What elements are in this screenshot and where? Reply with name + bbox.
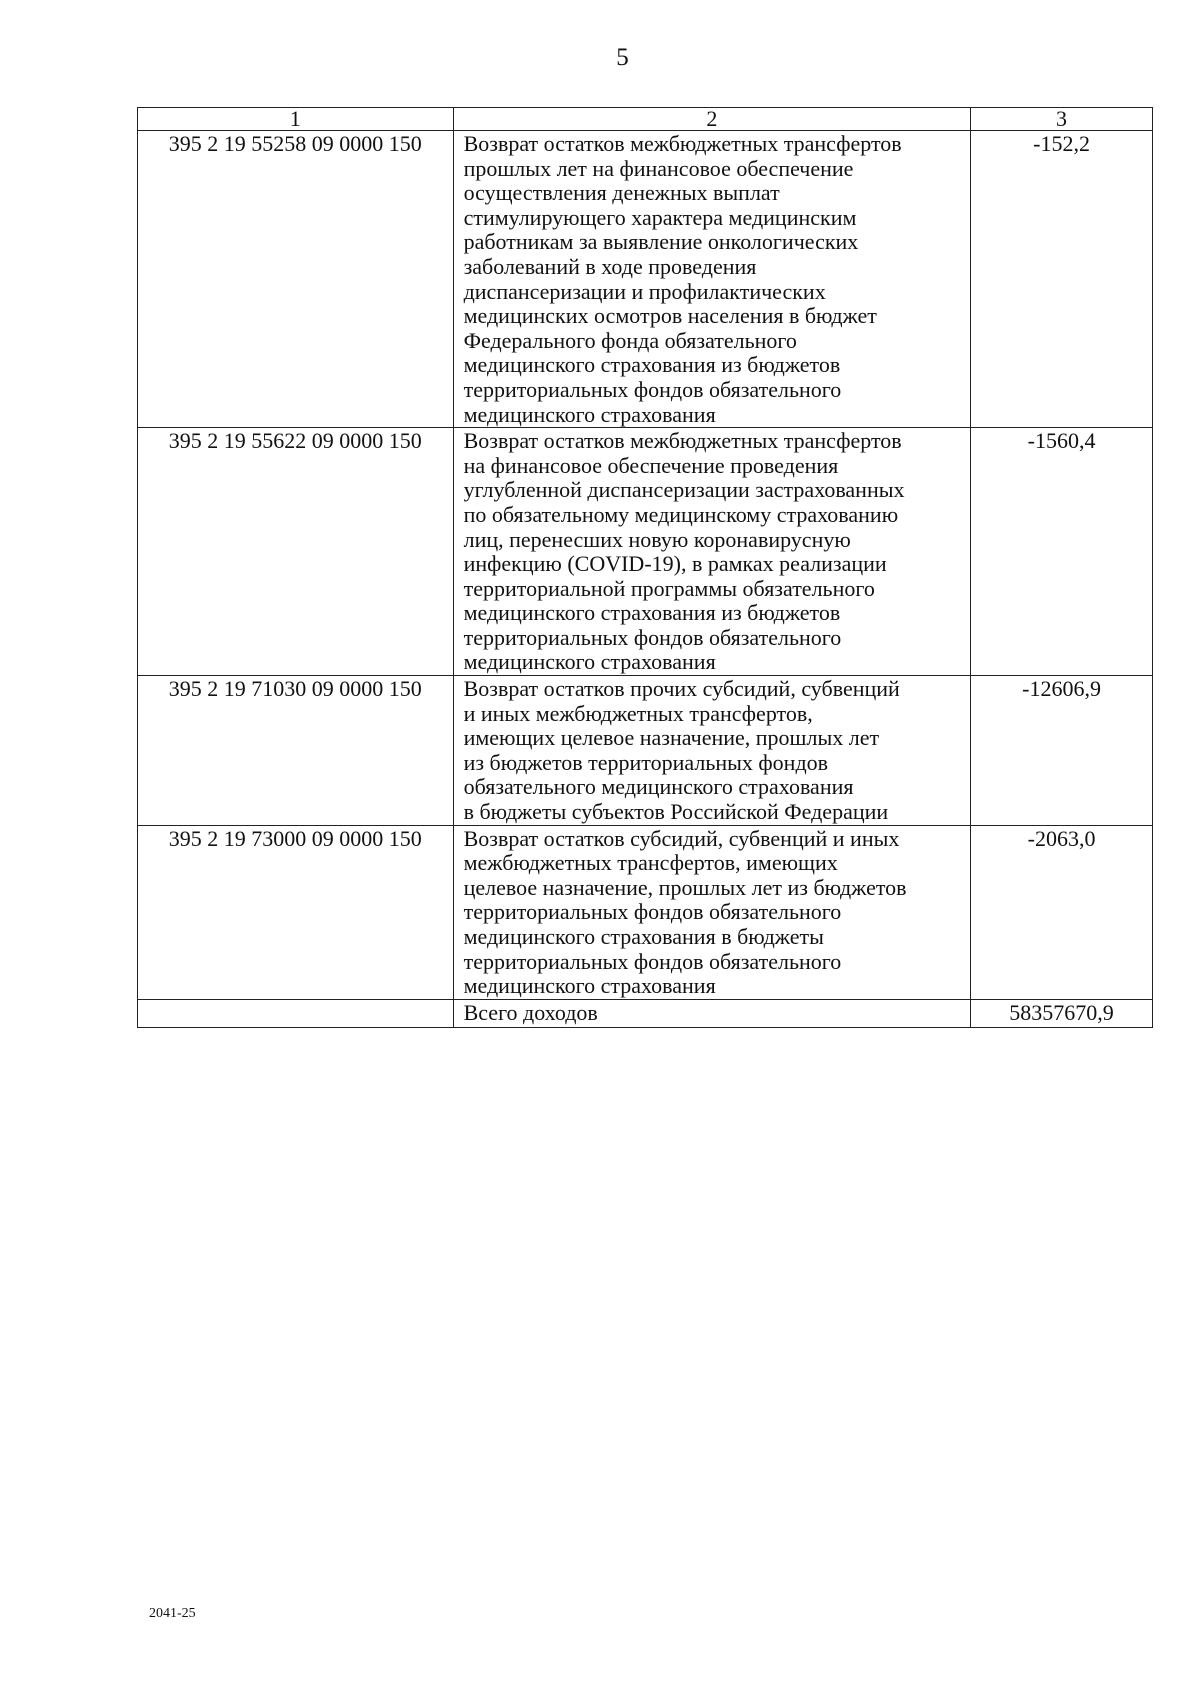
- description-cell: Возврат остатков межбюджетных трансфертов прошлых лет на финансовое обеспечение осуществления денежных выплат стимулирующего характера медицинским работникам за выявление онкологических заболеваний в ходе проведения диспансеризации и профилактических медицинских осмотров населения в бюджет Федерального фонда обязательного медицинского страхования из бюджетов территориальных фондов обязательного медицинского страхования: [453, 131, 971, 428]
- table-row: [138, 428, 1153, 676]
- table-row: [138, 825, 1153, 999]
- description-cell: Возврат остатков межбюджетных трансфертов на финансовое обеспечение проведения углубленной диспансеризации застрахованных по обязательному медицинскому страхованию лиц, перенесших новую коронавирусную инфекцию (COVID-19), в рамках реализации территориальной программы обязательного медицинского страхования из бюджетов территориальных фондов обязательного медицинского страхования: [453, 428, 971, 676]
- budget-code-cell: 395 2 19 55622 09 0000 150: [138, 428, 454, 676]
- budget-code-cell: 395 2 19 73000 09 0000 150: [138, 825, 454, 999]
- column-header-2: 2: [453, 108, 971, 131]
- table-row: [138, 676, 1153, 826]
- total-row: [138, 999, 1153, 1027]
- amount-cell: -1560,4: [971, 428, 1153, 676]
- page-number: 5: [616, 44, 629, 71]
- description-cell: Возврат остатков субсидий, субвенций и иных межбюджетных трансфертов, имеющих целевое назначение, прошлых лет из бюджетов территориальных фондов обязательного медицинского страхования в бюджеты территориальных фондов обязательного медицинского страхования: [453, 825, 971, 999]
- budget-code-cell: 395 2 19 71030 09 0000 150: [138, 676, 454, 826]
- amount-cell: -2063,0: [971, 825, 1153, 999]
- column-header-3: 3: [971, 108, 1153, 131]
- column-header-1: 1: [138, 108, 454, 131]
- total-amount: 58357670,9: [971, 999, 1153, 1027]
- total-code-cell: [138, 999, 454, 1027]
- description-cell: Возврат остатков прочих субсидий, субвенций и иных межбюджетных трансфертов, имеющих целевое назначение, прошлых лет из бюджетов территориальных фондов обязательного медицинского страхования в бюджеты субъектов Российской Федерации: [453, 676, 971, 826]
- amount-cell: -152,2: [971, 131, 1153, 428]
- revenue-table: [137, 107, 1153, 1028]
- table-header-row: [138, 108, 1153, 131]
- amount-cell: -12606,9: [971, 676, 1153, 826]
- table-row: [138, 131, 1153, 428]
- total-label: Всего доходов: [453, 999, 971, 1027]
- document-code: 2041-25: [149, 1606, 196, 1621]
- budget-code-cell: 395 2 19 55258 09 0000 150: [138, 131, 454, 428]
